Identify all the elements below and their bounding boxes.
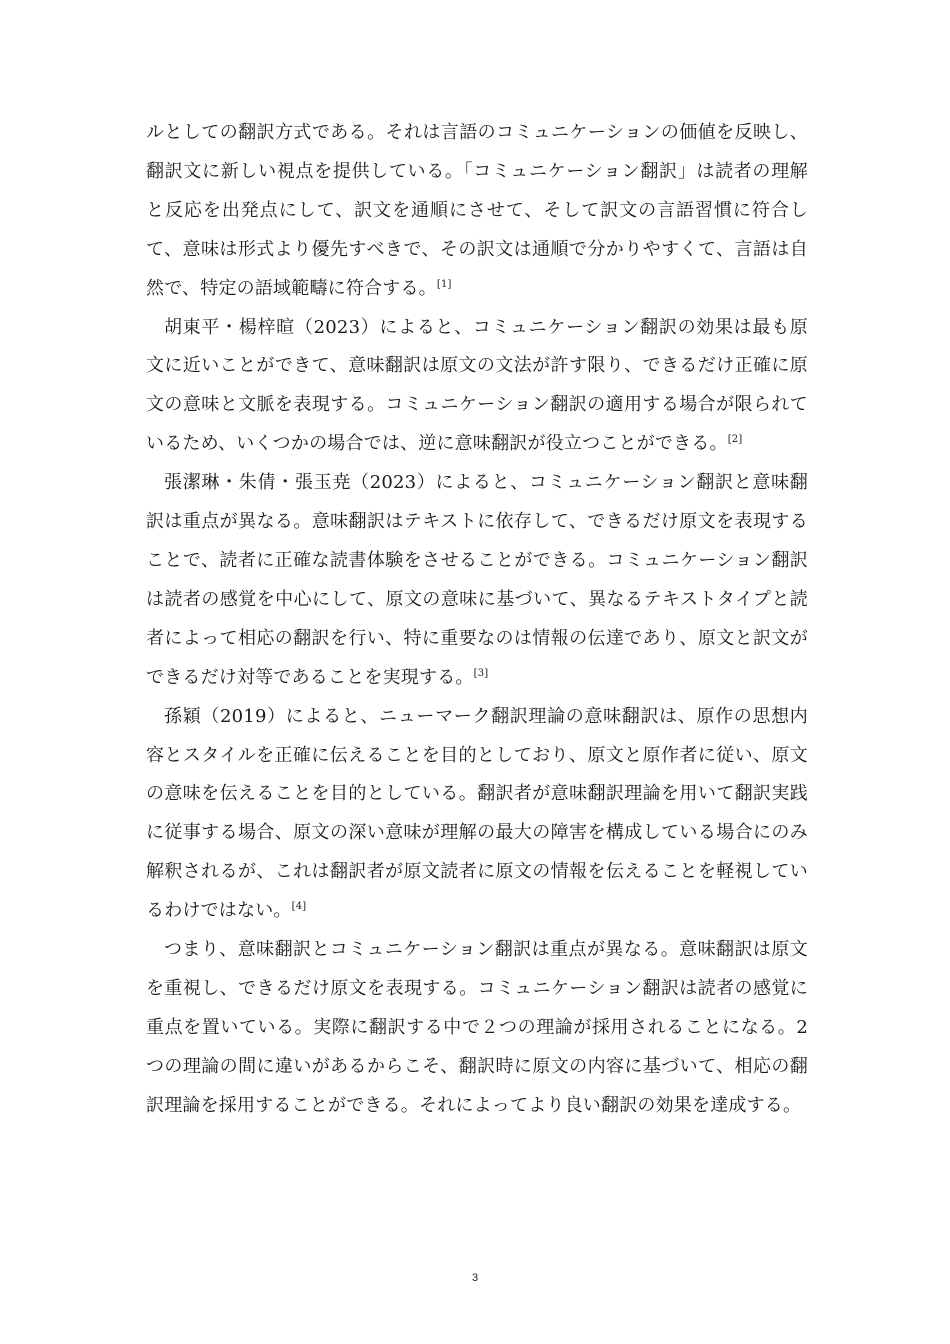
- paragraph-continuation: [146, 114, 808, 309]
- reference-marker: [4]: [291, 901, 307, 913]
- paragraph-text: つまり、意味翻訳とコミュニケーション翻訳は重点が異なる。意味翻訳は原文を重視し、できるだけ原文を表現する。コミュニケーション翻訳は読者の感覚に重点を置いている。実際に翻訳する中で２つの理論が採用されることになる。2 つの理論の間に違いがあるからこそ、翻訳時に原文の内容に基づいて、相応の翻訳理論を採用することができる。それによってより良い翻訳の効果を達成する。: [146, 939, 808, 1116]
- paragraph: [146, 309, 808, 465]
- paragraph: [146, 464, 808, 697]
- reference-marker: [2]: [727, 434, 743, 446]
- paragraph-text: 孫穎（2019）によると、ニューマーク翻訳理論の意味翻訳は、原作の思想内容とスタイルを正確に伝えることを目的としており、原文と原作者に従い、原文の意味を伝えることを目的としている。翻訳者が意味翻訳理論を用いて翻訳実践に従事する場合、原文の深い意味が理解の最大の障害を構成している場合にのみ解釈されるが、これは翻訳者が原文読者に原文の情報を伝えることを軽視しているわけではない。: [146, 705, 808, 922]
- reference-marker: [1]: [436, 278, 452, 290]
- paragraph-text: ルとしての翻訳方式である。それは言語のコミュニケーションの価値を反映し、翻訳文に新しい視点を提供している。「コミュニケーション翻訳」は読者の理解と反応を出発点にして、訳文を通順にさせて、そして訳文の言語習慣に符合して、意味は形式より優先すべきで、その訳文は通順で分かりやすくて、言語は自然で、特定の語域範疇に符合する。: [146, 122, 808, 299]
- paragraph: [146, 698, 808, 931]
- paragraph-text: 張潔琳・朱倩・張玉尭（2023）によると、コミュニケーション翻訳と意味翻訳は重点が異なる。意味翻訳はテキストに依存して、できるだけ原文を表現することで、読者に正確な読書体験をさせることができる。コミュニケーション翻訳は読者の感覚を中心にして、原文の意味に基づいて、異なるテキストタイプと読者によって相応の翻訳を行い、特に重要なのは情報の伝達であり、原文と訳文ができるだけ対等であることを実現する。: [146, 472, 808, 688]
- paragraph: [146, 931, 808, 1126]
- paragraph-text: 胡東平・楊梓暄（2023）によると、コミュニケーション翻訳の効果は最も原文に近いことができて、意味翻訳は原文の文法が許す限り、できるだけ正確に原文の意味と文脈を表現する。コミュニケーション翻訳の適用する場合が限られているため、いくつかの場合では、逆に意味翻訳が役立つことができる。: [146, 316, 808, 455]
- reference-marker: [3]: [473, 667, 489, 679]
- page-number: 3: [471, 1272, 479, 1284]
- body-text: [146, 114, 808, 1126]
